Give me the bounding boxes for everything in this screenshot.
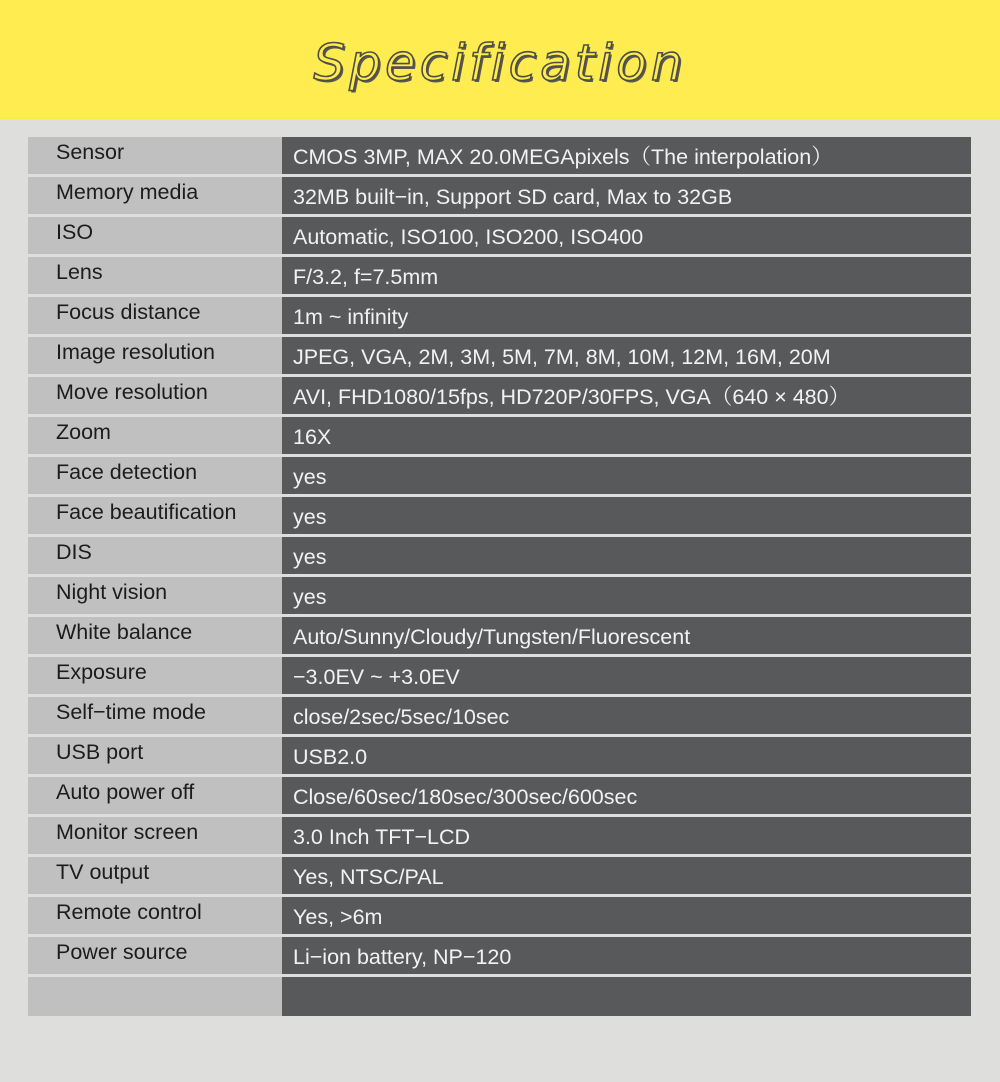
spec-label: Power source	[28, 937, 282, 974]
spec-row-focus-distance	[28, 297, 971, 334]
spec-label: Focus distance	[28, 297, 282, 334]
spec-row-face-detection	[28, 457, 971, 494]
page-title: Specification	[313, 34, 687, 92]
spec-value: 3.0 Inch TFT−LCD	[282, 817, 971, 854]
spec-label: Move resolution	[28, 377, 282, 414]
spec-row-memory-media	[28, 177, 971, 214]
spec-label: Face beautification	[28, 497, 282, 534]
spec-label: Exposure	[28, 657, 282, 694]
spec-value: 1m ~ infinity	[282, 297, 971, 334]
spec-label: Monitor screen	[28, 817, 282, 854]
spec-row-self-time-mode	[28, 697, 971, 734]
spec-row-exposure	[28, 657, 971, 694]
spec-row-dis	[28, 537, 971, 574]
spec-label: Sensor	[28, 137, 282, 174]
spec-value: yes	[282, 577, 971, 614]
spec-row-power-source	[28, 937, 971, 974]
spec-value-empty	[282, 977, 971, 1016]
spec-label: ISO	[28, 217, 282, 254]
spec-value: yes	[282, 537, 971, 574]
spec-value: USB2.0	[282, 737, 971, 774]
spec-value: JPEG, VGA, 2M, 3M, 5M, 7M, 8M, 10M, 12M, 16M, 20M	[282, 337, 971, 374]
spec-row-image-resolution	[28, 337, 971, 374]
spec-value: Auto/Sunny/Cloudy/Tungsten/Fluorescent	[282, 617, 971, 654]
spec-row-iso	[28, 217, 971, 254]
spec-table	[28, 137, 971, 1016]
spec-value: Yes, NTSC/PAL	[282, 857, 971, 894]
spec-row-face-beautification	[28, 497, 971, 534]
spec-label-empty	[28, 977, 282, 1016]
spec-value: close/2sec/5sec/10sec	[282, 697, 971, 734]
spec-label: Self−time mode	[28, 697, 282, 734]
spec-value: Close/60sec/180sec/300sec/600sec	[282, 777, 971, 814]
spec-value: −3.0EV ~ +3.0EV	[282, 657, 971, 694]
spec-label: TV output	[28, 857, 282, 894]
spec-value: F/3.2, f=7.5mm	[282, 257, 971, 294]
spec-value: 16X	[282, 417, 971, 454]
spec-row-white-balance	[28, 617, 971, 654]
spec-row-tv-output	[28, 857, 971, 894]
spec-row-move-resolution	[28, 377, 971, 414]
spec-value: yes	[282, 457, 971, 494]
spec-label: White balance	[28, 617, 282, 654]
spec-row-lens	[28, 257, 971, 294]
spec-label: Lens	[28, 257, 282, 294]
spec-row-auto-power-off	[28, 777, 971, 814]
spec-label: Memory media	[28, 177, 282, 214]
spec-row-zoom	[28, 417, 971, 454]
spec-label: Image resolution	[28, 337, 282, 374]
spec-row-sensor	[28, 137, 971, 174]
header-banner	[0, 0, 1000, 119]
spec-row-monitor-screen	[28, 817, 971, 854]
spec-label: USB port	[28, 737, 282, 774]
spec-label: Auto power off	[28, 777, 282, 814]
spec-value: 32MB built−in, Support SD card, Max to 32GB	[282, 177, 971, 214]
spec-row-empty	[28, 977, 971, 1016]
spec-value: Automatic, ISO100, ISO200, ISO400	[282, 217, 971, 254]
spec-label: Night vision	[28, 577, 282, 614]
spec-value: CMOS 3MP, MAX 20.0MEGApixels（The interpolation）	[282, 137, 971, 174]
spec-value: Li−ion battery, NP−120	[282, 937, 971, 974]
spec-value: AVI, FHD1080/15fps, HD720P/30FPS, VGA（640 × 480）	[282, 377, 971, 414]
spec-value: yes	[282, 497, 971, 534]
spec-label: DIS	[28, 537, 282, 574]
spec-label: Zoom	[28, 417, 282, 454]
spec-row-remote-control	[28, 897, 971, 934]
spec-label: Face detection	[28, 457, 282, 494]
spec-value: Yes, >6m	[282, 897, 971, 934]
spec-row-usb-port	[28, 737, 971, 774]
spec-row-night-vision	[28, 577, 971, 614]
spec-label: Remote control	[28, 897, 282, 934]
